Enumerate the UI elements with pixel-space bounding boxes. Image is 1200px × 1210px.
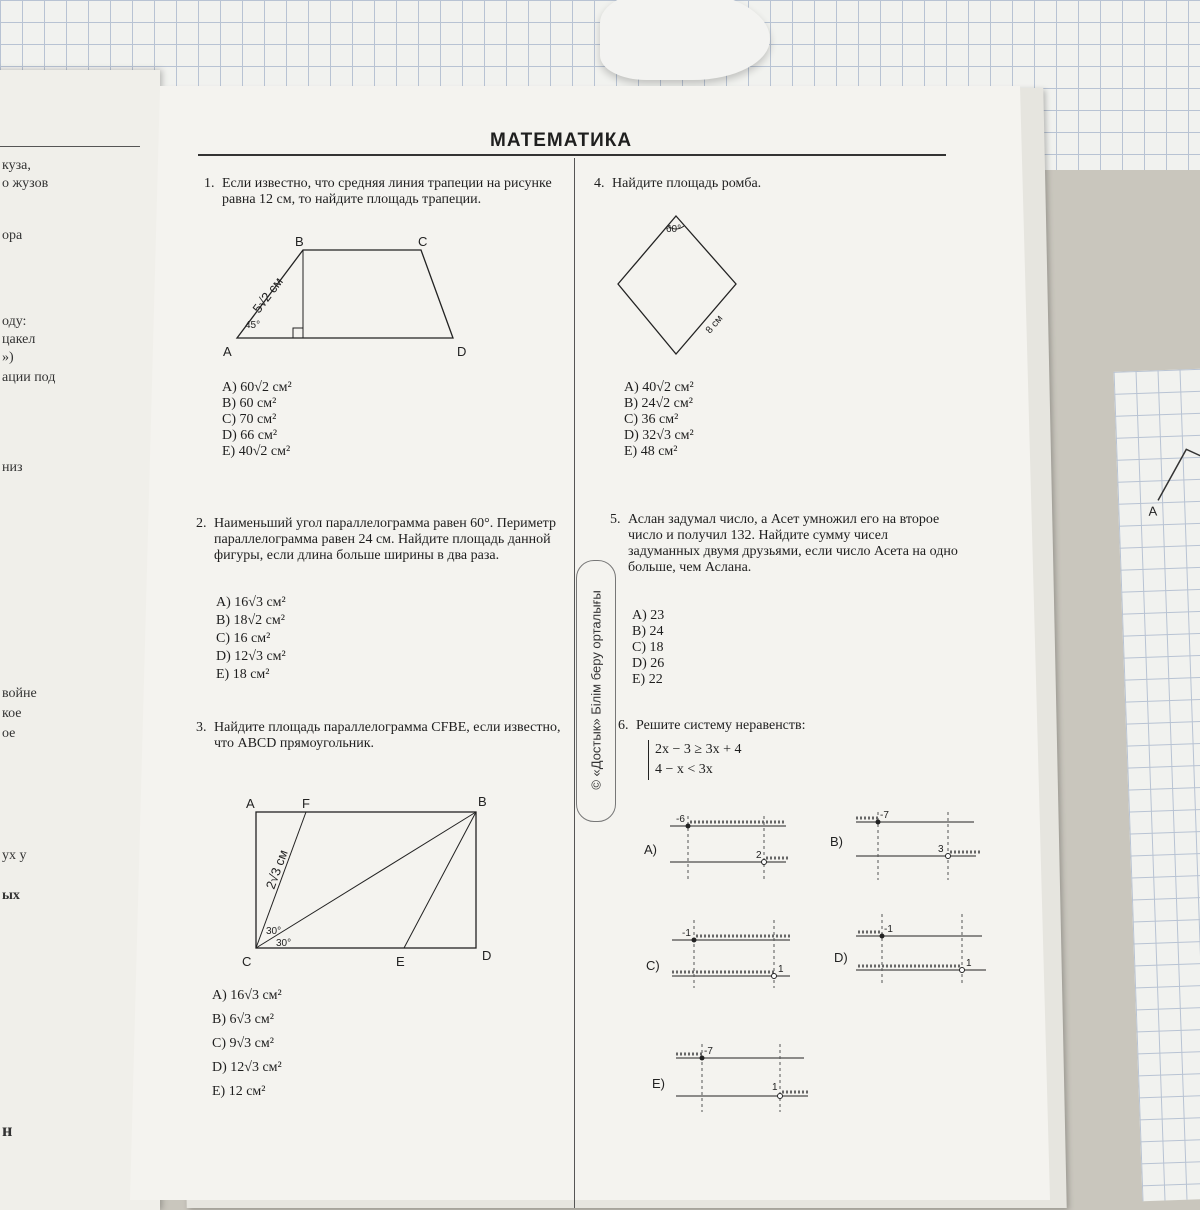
- left-fragment: о жузов: [2, 176, 49, 191]
- answer-graph-b: [826, 810, 986, 890]
- question-number: 6.: [618, 718, 629, 733]
- answer-graph-a: [640, 812, 790, 892]
- option[interactable]: B) 18√2 см²: [216, 613, 285, 628]
- point-label: -6: [676, 814, 685, 825]
- question-4: [594, 176, 932, 192]
- option[interactable]: C) 18: [632, 640, 664, 655]
- option[interactable]: B) 6√3 см²: [212, 1012, 274, 1027]
- option[interactable]: D) 12√3 см²: [212, 1060, 282, 1075]
- question-number: 5.: [610, 512, 621, 527]
- answer-letter: D): [834, 950, 848, 965]
- option[interactable]: D) 66 см²: [222, 428, 278, 443]
- option[interactable]: A) 40√2 см²: [624, 380, 694, 395]
- left-fragment: ое: [2, 726, 16, 741]
- point-label: 3: [938, 844, 944, 855]
- side-label: 5√2 см: [249, 274, 286, 316]
- question-text: Найдите площадь ромба.: [612, 176, 762, 191]
- point-label: 1: [772, 1082, 778, 1093]
- crumpled-paper: [600, 0, 770, 80]
- side-label: © «Достык» Білім беру орталығы: [588, 590, 604, 790]
- left-fragment: ух у: [2, 848, 27, 863]
- answer-letter: B): [830, 834, 843, 849]
- answer-letter: C): [646, 958, 660, 973]
- answer-graph-e: [648, 1040, 818, 1120]
- inequality: 4 − x < 3x: [655, 762, 713, 777]
- option[interactable]: E) 12 см²: [212, 1084, 266, 1099]
- left-fragment: ора: [2, 228, 23, 243]
- question-5: [610, 512, 958, 576]
- option[interactable]: B) 60 см²: [222, 396, 277, 411]
- option[interactable]: E) 18 см²: [216, 667, 270, 682]
- answer-letter: E): [652, 1076, 665, 1091]
- sketch-fragment: [1114, 369, 1200, 572]
- rhombus-figure: [600, 210, 760, 360]
- left-fragment: войне: [2, 686, 37, 701]
- answer-graph-d: [832, 912, 992, 992]
- answer-letter: A): [644, 842, 657, 857]
- option[interactable]: B) 24: [632, 624, 664, 639]
- option[interactable]: B) 24√2 см²: [624, 396, 693, 411]
- option[interactable]: D) 26: [632, 656, 665, 671]
- left-fragment: оду:: [2, 314, 27, 329]
- side-label: 2√3 см: [262, 847, 291, 892]
- header-rule: [198, 154, 946, 156]
- label-a: A: [223, 344, 232, 359]
- label-c: C: [418, 234, 428, 249]
- question-text: Наименьший угол параллелограмма равен 60°. Периметр параллелограмма равен 24 см. Найдите площадь данной фигуры, если длина больше ширины в два раза.: [214, 516, 556, 563]
- column-divider: [574, 158, 575, 1208]
- option[interactable]: C) 9√3 см²: [212, 1036, 274, 1051]
- options-5: [632, 608, 664, 688]
- option[interactable]: A) 23: [632, 608, 665, 623]
- side-label: 8 см: [703, 313, 726, 336]
- options-2: [216, 594, 286, 684]
- angle-label: 60°: [666, 224, 682, 235]
- question-text: Если известно, что средняя линия трапеции на рисунке равна 12 см, то найдите площадь трапеции.: [222, 176, 552, 207]
- option[interactable]: E) 40√2 см²: [222, 444, 291, 459]
- option[interactable]: A) 16√3 см²: [212, 988, 282, 1003]
- label-c: C: [242, 954, 252, 969]
- question-text: Решите систему неравенств:: [636, 718, 806, 733]
- point-label: -7: [880, 810, 889, 821]
- angle-label: 30°: [276, 938, 292, 949]
- left-fragment: ации под: [2, 370, 56, 385]
- option[interactable]: A) 16√3 см²: [216, 595, 286, 610]
- point-label: -1: [682, 928, 691, 939]
- option[interactable]: C) 70 см²: [222, 412, 277, 427]
- options-3: [212, 984, 282, 1104]
- left-fragment: низ: [2, 460, 23, 475]
- question-6: [618, 718, 936, 734]
- option[interactable]: E) 48 см²: [624, 444, 678, 459]
- left-fragment: кузa,: [2, 158, 31, 173]
- option[interactable]: C) 16 см²: [216, 631, 271, 646]
- option[interactable]: D) 12√3 см²: [216, 649, 286, 664]
- left-fragment: кое: [2, 706, 22, 721]
- question-1: [204, 176, 552, 208]
- angle-label: 45°: [245, 320, 261, 331]
- angle-label: 30°: [266, 926, 282, 937]
- option[interactable]: D) 32√3 см²: [624, 428, 694, 443]
- question-2: [196, 516, 564, 564]
- question-number: 3.: [196, 720, 207, 735]
- label-f: F: [302, 796, 310, 811]
- answer-graph-c: [644, 918, 794, 998]
- left-fragment: цакел: [2, 332, 36, 347]
- question-number: 1.: [204, 176, 215, 191]
- point-label: 2: [756, 850, 762, 861]
- svg-text:A: A: [1148, 503, 1158, 519]
- page-title: МАТЕМАТИКА: [490, 130, 633, 151]
- options-4: [624, 380, 694, 460]
- point-label: -1: [884, 924, 893, 935]
- question-number: 4.: [594, 176, 605, 191]
- option[interactable]: E) 22: [632, 672, 663, 687]
- left-fragment: ых: [2, 888, 20, 903]
- label-b: B: [295, 234, 304, 249]
- point-label: 1: [966, 958, 972, 969]
- trapezoid-figure: [215, 236, 495, 366]
- label-d: D: [482, 948, 492, 963]
- left-fragment: н: [2, 1120, 13, 1140]
- label-a: A: [246, 796, 255, 811]
- question-3: [196, 720, 574, 752]
- point-label: -7: [704, 1046, 713, 1057]
- point-label: 1: [778, 964, 784, 975]
- question-number: 2.: [196, 516, 207, 531]
- option[interactable]: A) 60√2 см²: [222, 380, 292, 395]
- rectangle-figure: [240, 794, 520, 974]
- label-b: B: [478, 794, 487, 809]
- options-1: [222, 380, 292, 460]
- left-page-rule: [0, 146, 140, 147]
- grid-paper-right: [1114, 369, 1200, 1202]
- inequality: 2x − 3 ≥ 3x + 4: [655, 742, 742, 757]
- label-d: D: [457, 344, 467, 359]
- left-fragment: »): [2, 350, 14, 365]
- question-text: Аслан задумал число, а Асет умножил его на второе число и получил 132. Найдите сумму чисел задуманных двумя друзьями, если число Асета на одно больше, чем Аслана.: [628, 512, 958, 575]
- question-text: Найдите площадь параллелограмма CFBE, если известно, что ABCD прямоугольник.: [214, 720, 561, 751]
- label-e: E: [396, 954, 405, 969]
- inequality-system: [648, 740, 741, 780]
- option[interactable]: C) 36 см²: [624, 412, 679, 427]
